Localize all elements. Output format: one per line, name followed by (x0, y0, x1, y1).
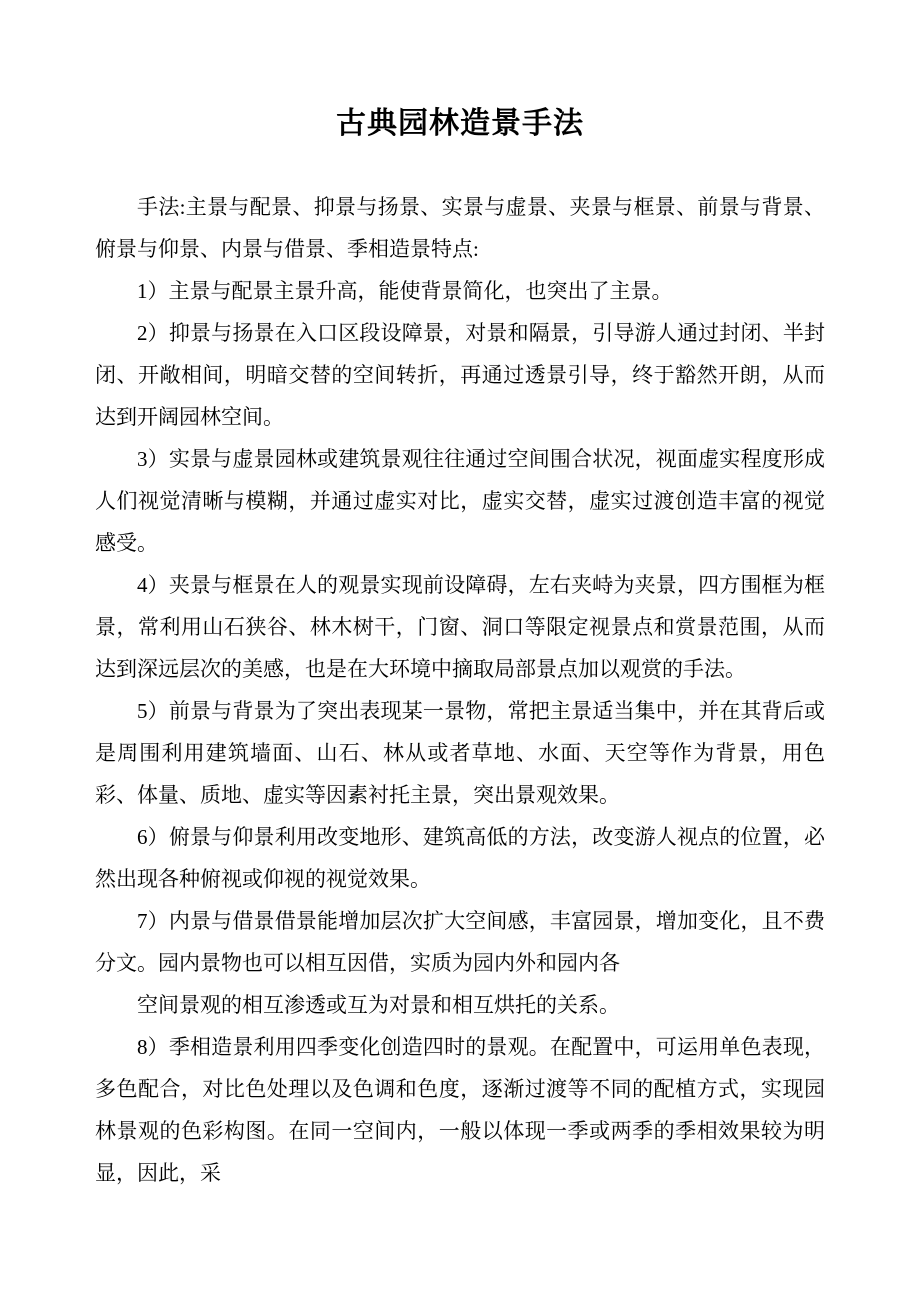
paragraph-item-2: 2）抑景与扬景在入口区段设障景，对景和隔景，引导游人通过封闭、半封闭、开敞相间，明暗交替的空间转折，再通过透景引导，终于豁然开朗，从而达到开阔园林空间。 (95, 321, 825, 429)
document-body (95, 186, 825, 1194)
paragraph-item-6: 6）俯景与仰景利用改变地形、建筑高低的方法，改变游人视点的位置，必然出现各种俯视或仰视的视觉效果。 (95, 825, 825, 891)
page-title: 古典园林造景手法 (336, 107, 584, 140)
paragraph-item-3: 3）实景与虚景园林或建筑景观往往通过空间围合状况，视面虚实程度形成人们视觉清晰与模糊，并通过虚实对比，虚实交替，虚实过渡创造丰富的视觉感受。 (95, 447, 825, 555)
paragraph-item-1: 1）主景与配景主景升高，能使背景简化，也突出了主景。 (137, 279, 673, 303)
paragraph-item-8: 8）季相造景利用四季变化创造四时的景观。在配置中，可运用单色表现，多色配合，对比色处理以及色调和色度，逐渐过渡等不同的配植方式，实现园林景观的色彩构图。在同一空间内，一般以体现一季或两季的季相效果较为明显，因此，采 (95, 1035, 825, 1185)
paragraph-item-7-continuation: 空间景观的相互渗透或互为对景和相互烘托的关系。 (137, 993, 620, 1017)
paragraph-item-4: 4）夹景与框景在人的观景实现前设障碍，左右夹峙为夹景，四方围框为框景，常利用山石狭谷、林木树干，门窗、洞口等限定视景点和赏景范围，从而达到深远层次的美感，也是在大环境中摘取局部景点加以观赏的手法。 (95, 573, 825, 681)
paragraph-intro: 手法:主景与配景、抑景与扬景、实景与虚景、夹景与框景、前景与背景、俯景与仰景、内景与借景、季相造景特点: (95, 195, 825, 261)
paragraph-item-7: 7）内景与借景借景能增加层次扩大空间感，丰富园景，增加变化，且不费分文。园内景物也可以相互因借，实质为园内外和园内各 (95, 909, 825, 975)
paragraph-item-5: 5）前景与背景为了突出表现某一景物，常把主景适当集中，并在其背后或是周围利用建筑墙面、山石、林从或者草地、水面、天空等作为背景，用色彩、体量、质地、虚实等因素衬托主景，突出景观效果。 (95, 699, 825, 807)
